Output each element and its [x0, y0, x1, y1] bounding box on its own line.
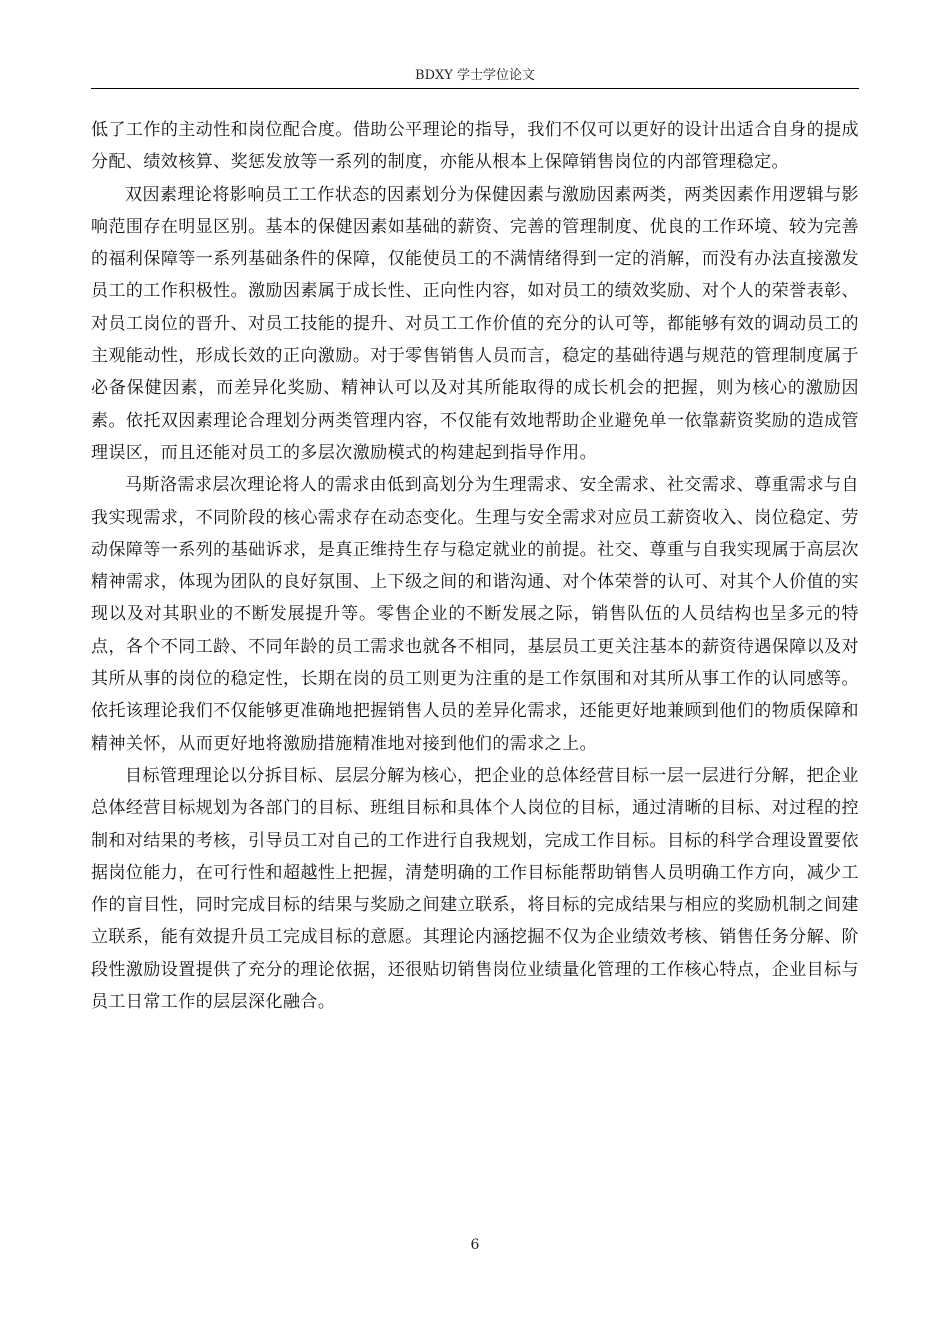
page-header	[91, 66, 859, 89]
page-number: 6	[470, 1237, 480, 1253]
paragraph-continuation: 低了工作的主动性和岗位配合度。借助公平理论的指导，我们不仅可以更好的设计出适合自身的提成分配、绩效核算、奖惩发放等一系列的制度，亦能从根本上保障销售岗位的内部管理稳定。	[91, 120, 859, 173]
header-title: BDXY 学士学位论文	[415, 68, 535, 83]
body-text	[91, 114, 859, 1018]
paragraph-goal-management-theory: 目标管理理论以分拆目标、层层分解为核心，把企业的总体经营目标一层一层进行分解，把企业总体经营目标规划为各部门的目标、班组目标和具体个人岗位的目标，通过清晰的目标、对过程的控制和对结果的考核，引导员工对自己的工作进行自我规划，完成工作目标。目标的科学合理设置要依据岗位能力，在可行性和超越性上把握，清楚明确的工作目标能帮助销售人员明确工作方向，减少工作的盲目性，同时完成目标的结果与奖励之间建立联系，将目标的完成结果与相应的奖励机制之间建立联系，能有效提升员工完成目标的意愿。其理论内涵挖掘不仅为企业绩效考核、销售任务分解、阶段性激励设置提供了充分的理论依据，还很贴切销售岗位业绩量化管理的工作核心特点，企业目标与员工日常工作的层层深化融合。	[91, 765, 859, 1013]
paragraph-two-factor-theory: 双因素理论将影响员工工作状态的因素划分为保健因素与激励因素两类，两类因素作用逻辑与影响范围存在明显区别。基本的保健因素如基础的薪资、完善的管理制度、优良的工作环境、较为完善的福利保障等一系列基础条件的保障，仅能使员工的不满情绪得到一定的消解，而没有办法直接激发员工的工作积极性。激励因素属于成长性、正向性内容，如对员工的绩效奖励、对个人的荣誉表彰、对员工岗位的晋升、对员工技能的提升、对员工工作价值的充分的认可等，都能够有效的调动员工的主观能动性，形成长效的正向激励。对于零售销售人员而言，稳定的基础待遇与规范的管理制度属于必备保健因素，而差异化奖励、精神认可以及对其所能取得的成长机会的把握，则为核心的激励因素。依托双因素理论合理划分两类管理内容，不仅能有效地帮助企业避免单一依靠薪资奖励的造成管理误区，而且还能对员工的多层次激励模式的构建起到指导作用。	[91, 184, 859, 463]
paragraph-maslow-theory: 马斯洛需求层次理论将人的需求由低到高划分为生理需求、安全需求、社交需求、尊重需求与自我实现需求，不同阶段的核心需求存在动态变化。生理与安全需求对应员工薪资收入、岗位稳定、劳动保障等一系列的基础诉求，是真正维持生存与稳定就业的前提。社交、尊重与自我实现属于高层次精神需求，体现为团队的良好氛围、上下级之间的和谐沟通、对个体荣誉的认可、对其个人价值的实现以及对其职业的不断发展提升等。零售企业的不断发展之际，销售队伍的人员结构也呈多元的特点，各个不同工龄、不同年龄的员工需求也就各不相同，基层员工更关注基本的薪资待遇保障以及对其所从事的岗位的稳定性，长期在岗的员工则更为注重的是工作氛围和对其所从事工作的认同感等。依托该理论我们不仅能够更准确地把握销售人员的差异化需求，还能更好地兼顾到他们的物质保障和精神关怀，从而更好地将激励措施精准地对接到他们的需求之上。	[91, 475, 859, 754]
